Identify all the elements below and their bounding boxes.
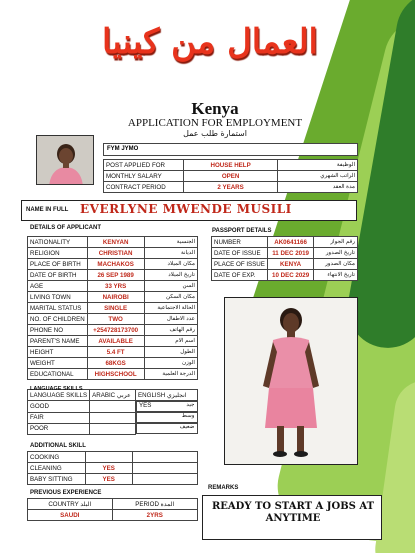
language-level: FAIR [28, 412, 90, 423]
experience-country: SAUDI [28, 510, 113, 521]
skill-empty [132, 474, 197, 485]
application-title-arabic: استمارة طلب عمل [183, 129, 247, 138]
passport-label-arabic: تاريخ الانتهاء [314, 270, 358, 281]
details-value: 26 SEP 1989 [87, 270, 144, 281]
passport-value: AK0641166 [267, 237, 313, 248]
details-value: AVAILABLE [87, 336, 144, 347]
language-row [28, 423, 198, 434]
language-header-label: LANGUAGE SKILLS [28, 390, 90, 401]
passport-value: 10 DEC 2029 [267, 270, 313, 281]
details-row [28, 358, 198, 369]
language-level-arabic: ضعيف [179, 424, 195, 430]
details-label-arabic: الطول [144, 347, 197, 358]
details-row [28, 303, 198, 314]
job-row [104, 171, 358, 182]
arabic-col-label-ar: عربي [116, 391, 131, 399]
passport-label: DATE OF ISSUE [212, 248, 268, 259]
passport-row [212, 237, 358, 248]
details-label: AGE [28, 281, 88, 292]
details-label-arabic: عدد الاطفال [144, 314, 197, 325]
language-english-cell [136, 412, 197, 423]
country-title: Kenya [191, 99, 239, 118]
details-label: PARENT'S NAME [28, 336, 88, 347]
person-portrait-icon [37, 136, 94, 185]
passport-row [212, 248, 358, 259]
details-label: PLACE OF BIRTH [28, 259, 88, 270]
details-label-arabic: الجنسية [144, 237, 197, 248]
details-value: +254728173700 [87, 325, 144, 336]
details-row [28, 314, 198, 325]
country-label: COUNTRY [48, 500, 79, 508]
details-value: SINGLE [87, 303, 144, 314]
details-row [28, 270, 198, 281]
details-row [28, 325, 198, 336]
job-label: CONTRACT PERIOD [104, 182, 184, 193]
details-label-arabic: اسم الام [144, 336, 197, 347]
skill-value [85, 452, 132, 463]
language-level-arabic: جيد [186, 402, 195, 408]
details-row [28, 237, 198, 248]
details-row [28, 248, 198, 259]
experience-header-row [28, 499, 198, 510]
details-value: 5.4 FT [87, 347, 144, 358]
language-heading: LANGUAGE SKILLS [30, 386, 83, 392]
passport-table [211, 236, 358, 281]
period-label: PERIOD [135, 500, 159, 508]
details-row [28, 336, 198, 347]
period-label-arabic: المدة [160, 500, 175, 508]
details-label-arabic: رقم الهاتف [144, 325, 197, 336]
details-row [28, 292, 198, 303]
details-row [28, 281, 198, 292]
details-value: 68KGS [87, 358, 144, 369]
job-value: 2 YEARS [183, 182, 278, 193]
skill-value: YES [85, 474, 132, 485]
details-label-arabic: الوزن [144, 358, 197, 369]
english-col-label: ENGLISH [138, 391, 166, 399]
details-label-arabic: السن [144, 281, 197, 292]
job-row [104, 160, 358, 171]
arabic-col-label: ARABIC [92, 391, 116, 399]
details-label: RELIGION [28, 248, 88, 259]
details-row [28, 369, 198, 380]
experience-heading: PREVIOUS EXPERIENCE [30, 490, 102, 496]
skill-label: CLEANING [28, 463, 86, 474]
language-level: GOOD [28, 401, 90, 413]
details-value: NAIROBI [87, 292, 144, 303]
job-table [103, 159, 358, 193]
language-english-col [136, 390, 198, 401]
job-label: POST APPLIED FOR [104, 160, 184, 171]
remarks-text: READY TO START A JOBS AT ANYTIME [211, 501, 375, 524]
details-row [28, 259, 198, 270]
experience-period: 2YRS [112, 510, 197, 521]
experience-table [27, 498, 198, 521]
english-col-label-ar: انجليزي [166, 391, 187, 399]
details-heading: DETAILS OF APPLICANT [30, 225, 101, 231]
skill-label: BABY SITTING [28, 474, 86, 485]
job-details-panel [103, 143, 358, 193]
passport-label: PLACE OF ISSUE [212, 259, 268, 270]
arabic-title: العمال من كينيا [101, 22, 319, 62]
passport-label: NUMBER [212, 237, 268, 248]
details-label: NO. OF CHILDREN [28, 314, 88, 325]
job-label-arabic: الوظيفة [278, 160, 358, 171]
details-label-arabic: الحالة الاجتماعية [144, 303, 197, 314]
details-table [27, 236, 198, 380]
details-label: MARITAL STATUS [28, 303, 88, 314]
details-label: EDUCATIONAL [28, 369, 88, 380]
applicant-thumbnail-photo [36, 135, 94, 185]
language-arabic-value [90, 423, 136, 434]
language-table [27, 389, 198, 435]
details-label: HEIGHT [28, 347, 88, 358]
remarks-label: REMARKS [208, 485, 239, 491]
skill-empty [132, 452, 197, 463]
job-value: HOUSE HELP [183, 160, 278, 171]
applicant-name: EVERLYNE MWENDE MUSILI [80, 202, 292, 216]
details-label-arabic: الدرجة العلمية [144, 369, 197, 380]
person-full-body-icon [225, 298, 358, 465]
application-title: APPLICATION FOR EMPLOYMENT [127, 117, 303, 129]
details-value: TWO [87, 314, 144, 325]
passport-label-arabic: تاريخ الصدور [314, 248, 358, 259]
passport-label-arabic: رقم الجواز [314, 237, 358, 248]
details-label: LIVING TOWN [28, 292, 88, 303]
details-label-arabic: تاريخ الميلاد [144, 270, 197, 281]
details-label-arabic: مكان السكن [144, 292, 197, 303]
additional-skill-row [28, 452, 198, 463]
job-value: OPEN [183, 171, 278, 182]
language-level-arabic: وسط [181, 413, 195, 419]
job-label-arabic: مدة العقد [278, 182, 358, 193]
agency-name: FYM JYMO [103, 143, 358, 156]
passport-row [212, 259, 358, 270]
country-label-arabic: البلد [80, 500, 92, 508]
language-arabic-value [90, 412, 136, 423]
details-label-arabic: مكان الميلاد [144, 259, 197, 270]
skill-value: YES [85, 463, 132, 474]
details-label: NATIONALITY [28, 237, 88, 248]
language-row [28, 401, 198, 413]
job-label: MONTHLY SALARY [104, 171, 184, 182]
details-label: PHONE NO [28, 325, 88, 336]
passport-value: 11 DEC 2019 [267, 248, 313, 259]
details-value: HIGHSCHOOL [87, 369, 144, 380]
passport-label-arabic: مكان الصدور [314, 259, 358, 270]
language-english-cell [136, 401, 197, 412]
name-label: NAME IN FULL [26, 207, 69, 213]
applicant-full-photo [224, 297, 358, 465]
country-header [28, 499, 113, 510]
passport-heading: PASSPORT DETAILS [212, 228, 272, 234]
details-label: DATE OF BIRTH [28, 270, 88, 281]
details-value: KENYAN [87, 237, 144, 248]
details-label-arabic: الديانة [144, 248, 197, 259]
skill-label: COOKING [28, 452, 86, 463]
job-label-arabic: الراتب الشهري [278, 171, 358, 182]
language-arabic-col [90, 390, 136, 401]
additional-skill-row [28, 463, 198, 474]
job-row [104, 182, 358, 193]
skill-empty [132, 463, 197, 474]
details-value: CHRISTIAN [87, 248, 144, 259]
passport-value: KENYA [267, 259, 313, 270]
details-value: 33 YRS [87, 281, 144, 292]
passport-label: DATE OF EXP. [212, 270, 268, 281]
additional-skill-row [28, 474, 198, 485]
experience-row [28, 510, 198, 521]
period-header [112, 499, 197, 510]
language-row [28, 412, 198, 423]
language-english-cell [136, 423, 197, 434]
language-english-value: YES [139, 402, 152, 409]
additional-skill-table [27, 451, 198, 485]
language-arabic-value [90, 401, 136, 413]
additional-heading: ADDITIONAL SKILL [30, 443, 86, 449]
details-value: MACHAKOS [87, 259, 144, 270]
details-label: WEIGHT [28, 358, 88, 369]
passport-row [212, 270, 358, 281]
details-row [28, 347, 198, 358]
language-level: POOR [28, 423, 90, 434]
